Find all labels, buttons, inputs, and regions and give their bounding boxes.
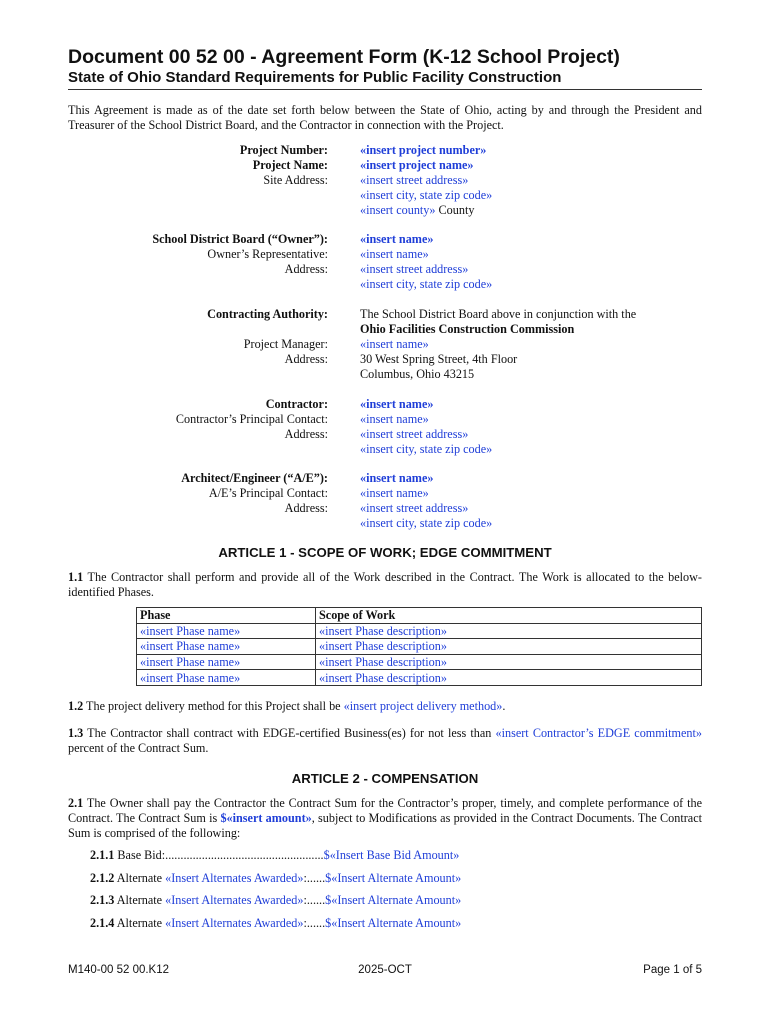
contractor-address-label: Address: bbox=[284, 427, 328, 441]
owner-address-label: Address: bbox=[284, 262, 328, 276]
phase-column-header: Phase bbox=[137, 608, 316, 624]
base-bid-amount-placeholder: $«Insert Base Bid Amount» bbox=[323, 848, 460, 862]
item-number: 2.1.2 bbox=[90, 871, 115, 885]
table-row bbox=[137, 670, 702, 686]
paragraph-1-2-text: The project delivery method for this Project shall be bbox=[83, 699, 344, 713]
paragraph-1-1-number: 1.1 bbox=[68, 570, 84, 584]
phase-name-cell: «insert Phase name» bbox=[137, 623, 316, 639]
project-number-label: Project Number: bbox=[239, 143, 328, 157]
document-page bbox=[68, 0, 702, 1024]
item-2-1-4 bbox=[90, 916, 461, 931]
scope-column-header: Scope of Work bbox=[316, 608, 702, 624]
paragraph-2-1 bbox=[68, 796, 702, 841]
footer-page-number: Page 1 of 5 bbox=[643, 964, 702, 976]
project-manager-value: «insert name» bbox=[360, 337, 429, 351]
paragraph-2-1-text: The Owner shall pay the Contractor the Contract Sum for the Contractor’s proper, timely, and complete performance of the Contract. The Contract Sum is bbox=[68, 796, 702, 825]
owner-label: School District Board (“Owner”): bbox=[152, 232, 328, 246]
item-dots: :...... bbox=[303, 916, 326, 930]
phase-table bbox=[136, 607, 702, 686]
site-city-value: «insert city, state zip code» bbox=[360, 188, 493, 202]
delivery-method-placeholder: «insert project delivery method» bbox=[343, 699, 503, 713]
paragraph-1-2 bbox=[68, 699, 702, 714]
contract-sum-placeholder: $«insert amount» bbox=[220, 811, 312, 825]
architect-city-value: «insert city, state zip code» bbox=[360, 516, 493, 530]
phase-description-cell: «insert Phase description» bbox=[316, 623, 702, 639]
architect-contact-value: «insert name» bbox=[360, 486, 429, 500]
architect-address-label: Address: bbox=[284, 501, 328, 515]
item-label: Alternate bbox=[114, 893, 166, 907]
project-number-value: «insert project number» bbox=[360, 143, 487, 157]
item-dots: :...... bbox=[303, 871, 326, 885]
phase-table-header-row bbox=[137, 608, 702, 624]
paragraph-2-1-number: 2.1 bbox=[68, 796, 84, 810]
architect-street-value: «insert street address» bbox=[360, 501, 469, 515]
authority-line1: The School District Board above in conjunction with the bbox=[360, 307, 637, 321]
contractor-street-value: «insert street address» bbox=[360, 427, 469, 441]
authority-label: Contracting Authority: bbox=[207, 307, 328, 321]
site-address-label: Site Address: bbox=[263, 173, 328, 187]
item-2-1-2 bbox=[90, 871, 461, 886]
architect-contact-label: A/E’s Principal Contact: bbox=[208, 486, 328, 500]
authority-line2: Ohio Facilities Construction Commission bbox=[360, 322, 575, 336]
item-number: 2.1.3 bbox=[90, 893, 115, 907]
edge-commitment-placeholder: «insert Contractor’s EDGE commitment» bbox=[495, 726, 702, 740]
alternates-awarded-placeholder: «Insert Alternates Awarded» bbox=[165, 916, 304, 930]
site-county-line bbox=[360, 203, 474, 218]
alternates-awarded-placeholder: «Insert Alternates Awarded» bbox=[165, 871, 304, 885]
item-dots: :...... bbox=[303, 893, 326, 907]
phase-description-cell: «insert Phase description» bbox=[316, 639, 702, 655]
phase-name-cell: «insert Phase name» bbox=[137, 654, 316, 670]
site-county-value: «insert county» bbox=[360, 203, 436, 217]
owner-name-value: «insert name» bbox=[360, 232, 434, 246]
authority-street-value: 30 West Spring Street, 4th Floor bbox=[360, 352, 518, 366]
item-label: Alternate bbox=[114, 871, 166, 885]
project-name-value: «insert project name» bbox=[360, 158, 474, 172]
paragraph-1-3-number: 1.3 bbox=[68, 726, 84, 740]
contractor-contact-label: Contractor’s Principal Contact: bbox=[175, 412, 328, 426]
table-row bbox=[137, 639, 702, 655]
alternate-amount-placeholder: $«Insert Alternate Amount» bbox=[325, 893, 462, 907]
footer-document-code: M140-00 52 00.K12 bbox=[68, 964, 170, 976]
footer-date: 2025-OCT bbox=[358, 964, 412, 976]
paragraph-1-3-end: percent of the Contract Sum. bbox=[68, 741, 209, 755]
project-manager-label: Project Manager: bbox=[243, 337, 328, 351]
item-label: Base Bid: bbox=[114, 848, 166, 862]
architect-name-value: «insert name» bbox=[360, 471, 434, 485]
item-label: Alternate bbox=[114, 916, 166, 930]
owner-city-value: «insert city, state zip code» bbox=[360, 277, 493, 291]
owner-rep-label: Owner’s Representative: bbox=[207, 247, 328, 261]
alternates-awarded-placeholder: «Insert Alternates Awarded» bbox=[165, 893, 304, 907]
contractor-contact-value: «insert name» bbox=[360, 412, 429, 426]
item-number: 2.1.1 bbox=[90, 848, 115, 862]
authority-address-label: Address: bbox=[284, 352, 328, 366]
item-number: 2.1.4 bbox=[90, 916, 115, 930]
paragraph-1-2-number: 1.2 bbox=[68, 699, 84, 713]
paragraph-1-3-text: The Contractor shall contract with EDGE-certified Business(es) for not less than bbox=[83, 726, 496, 740]
project-name-label: Project Name: bbox=[252, 158, 328, 172]
item-dots: .................................................... bbox=[165, 848, 324, 862]
paragraph-1-1 bbox=[68, 570, 702, 600]
contractor-name-value: «insert name» bbox=[360, 397, 434, 411]
alternate-amount-placeholder: $«Insert Alternate Amount» bbox=[325, 916, 462, 930]
header-divider bbox=[68, 89, 702, 90]
item-2-1-3 bbox=[90, 893, 461, 908]
architect-label: Architect/Engineer (“A/E”): bbox=[181, 471, 328, 485]
phase-description-cell: «insert Phase description» bbox=[316, 670, 702, 686]
item-2-1-1 bbox=[90, 848, 459, 863]
phase-name-cell: «insert Phase name» bbox=[137, 670, 316, 686]
phase-name-cell: «insert Phase name» bbox=[137, 639, 316, 655]
owner-rep-value: «insert name» bbox=[360, 247, 429, 261]
paragraph-1-1-text: The Contractor shall perform and provide all of the Work described in the Contract. The Work is allocated to the below-identified Phases. bbox=[68, 570, 702, 599]
paragraph-2-1-end: , subject to Modifications as provided in the Contract Documents. The Contract Sum is comprised of the following: bbox=[68, 811, 702, 840]
table-row bbox=[137, 623, 702, 639]
document-title: Document 00 52 00 - Agreement Form (K-12 School Project) bbox=[68, 46, 620, 68]
article-2-heading: ARTICLE 2 - COMPENSATION bbox=[291, 771, 479, 786]
owner-street-value: «insert street address» bbox=[360, 262, 469, 276]
article-1-heading: ARTICLE 1 - SCOPE OF WORK; EDGE COMMITMENT bbox=[218, 545, 552, 560]
contractor-label: Contractor: bbox=[265, 397, 328, 411]
county-suffix: County bbox=[435, 203, 475, 217]
contractor-city-value: «insert city, state zip code» bbox=[360, 442, 493, 456]
paragraph-1-3 bbox=[68, 726, 702, 756]
table-row bbox=[137, 654, 702, 670]
alternate-amount-placeholder: $«Insert Alternate Amount» bbox=[325, 871, 462, 885]
authority-city-value: Columbus, Ohio 43215 bbox=[360, 367, 475, 381]
document-subtitle: State of Ohio Standard Requirements for Public Facility Construction bbox=[68, 69, 562, 86]
phase-description-cell: «insert Phase description» bbox=[316, 654, 702, 670]
site-street-value: «insert street address» bbox=[360, 173, 469, 187]
intro-paragraph: This Agreement is made as of the date set forth below between the State of Ohio, acting by and through the President and Treasurer of the School District Board, and the Contractor in connection with the Project. bbox=[68, 103, 702, 132]
paragraph-1-2-end: . bbox=[502, 699, 506, 713]
